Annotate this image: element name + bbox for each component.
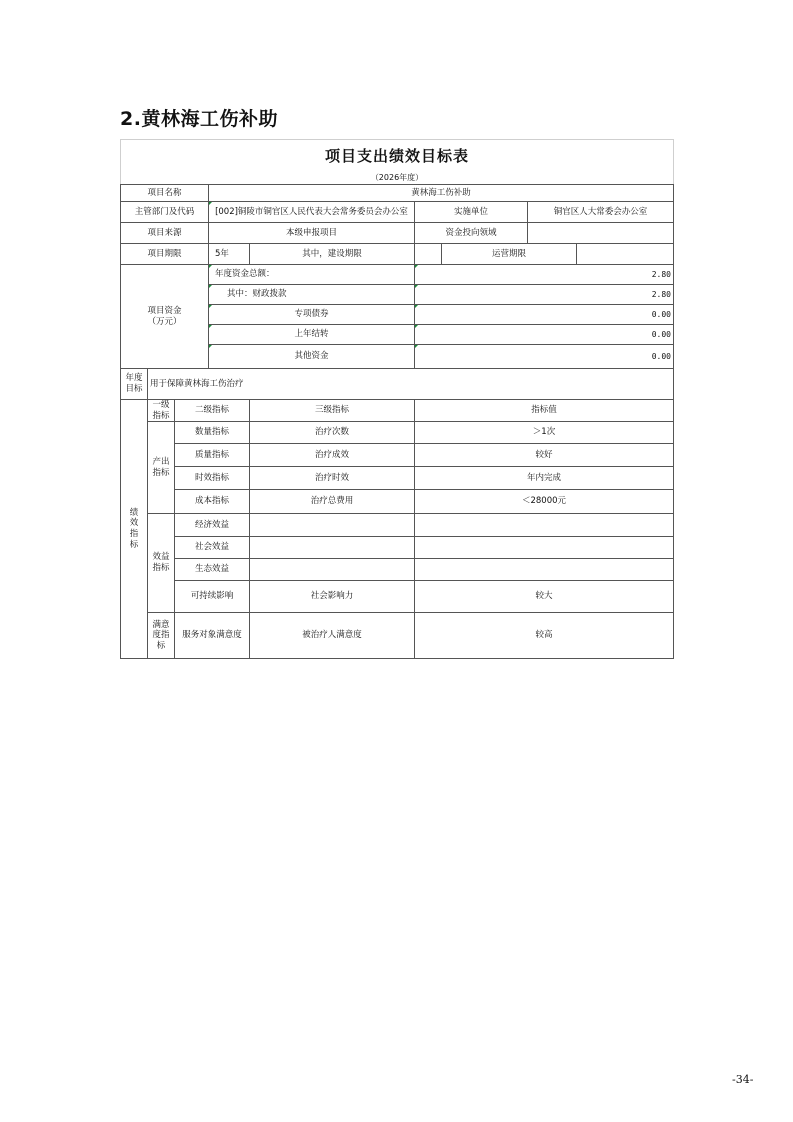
funds-other-label: 其他资金 bbox=[208, 344, 415, 369]
performance-target-table bbox=[120, 139, 674, 659]
benefit-row-l2: 经济效益 bbox=[174, 513, 250, 537]
satisfaction-indicator-label bbox=[147, 612, 175, 659]
benefit-row-l3 bbox=[249, 536, 415, 559]
perf-label-char-4: 标 bbox=[129, 539, 139, 550]
source-label: 项目来源 bbox=[120, 222, 209, 244]
invest-label: 资金投向领域 bbox=[414, 222, 528, 244]
satisfaction-label-line3: 标 bbox=[156, 640, 166, 651]
build-period-label: 其中，建设期限 bbox=[249, 243, 415, 265]
perf-indicator-label bbox=[120, 399, 148, 659]
output-row-l3: 治疗时效 bbox=[249, 466, 415, 490]
output-row-value: 年内完成 bbox=[414, 466, 674, 490]
dept-label: 主管部门及代码 bbox=[120, 201, 209, 223]
funds-total-value: 2.80 bbox=[414, 264, 674, 285]
table-year: （2026年度） bbox=[120, 171, 674, 184]
table-title: 项目支出绩效目标表 bbox=[120, 139, 674, 171]
period-value: 5年 bbox=[208, 243, 250, 265]
page-number: -34- bbox=[732, 1073, 754, 1086]
benefit-row-l3 bbox=[249, 513, 415, 537]
level3-header: 三级指标 bbox=[249, 399, 415, 422]
benefit-indicator-label bbox=[147, 513, 175, 613]
source-value: 本级申报项目 bbox=[208, 222, 415, 244]
funds-other-value: 0.00 bbox=[414, 344, 674, 369]
perf-label-char-3: 指 bbox=[129, 529, 139, 539]
annual-goal-label bbox=[120, 368, 148, 400]
annual-goal-label-line2: 目标 bbox=[125, 384, 143, 394]
benefit-row-value: 较大 bbox=[414, 580, 674, 613]
perf-label-char-2: 效 bbox=[129, 518, 139, 529]
output-row-l3: 治疗成效 bbox=[249, 443, 415, 467]
output-label-line1: 产出 bbox=[152, 456, 170, 467]
section-heading: 2.黄林海工伤补助 bbox=[120, 108, 278, 130]
output-row-l2: 成本指标 bbox=[174, 489, 250, 514]
satisfaction-label-line1: 满意 bbox=[152, 619, 170, 630]
impl-value: 铜官区人大常委会办公室 bbox=[527, 201, 674, 223]
benefit-row-value bbox=[414, 536, 674, 559]
funds-label bbox=[120, 264, 209, 369]
op-period-label: 运营期限 bbox=[441, 243, 577, 265]
output-row-l2: 数量指标 bbox=[174, 421, 250, 444]
benefit-row-l3 bbox=[249, 558, 415, 581]
dept-value: [002]铜陵市铜官区人民代表大会常务委员会办公室 bbox=[208, 201, 415, 223]
satisfaction-l3: 被治疗人满意度 bbox=[249, 612, 415, 659]
project-name-label: 项目名称 bbox=[120, 184, 209, 202]
level2-header: 二级指标 bbox=[174, 399, 250, 422]
benefit-row-value bbox=[414, 558, 674, 581]
funds-bond-label: 专项债券 bbox=[208, 304, 415, 325]
benefit-row-value bbox=[414, 513, 674, 537]
output-row-value: ＜28000元 bbox=[414, 489, 674, 514]
funds-fiscal-label: 其中：财政拨款 bbox=[208, 284, 415, 305]
benefit-label-line2: 指标 bbox=[152, 563, 170, 573]
funds-fiscal-value: 2.80 bbox=[414, 284, 674, 305]
benefit-label-line1: 效益 bbox=[152, 552, 170, 563]
invest-value bbox=[527, 222, 674, 244]
output-row-l2: 质量指标 bbox=[174, 443, 250, 467]
output-indicator-label bbox=[147, 421, 175, 514]
output-label-line2: 指标 bbox=[152, 467, 170, 478]
funds-total-label: 年度资金总额： bbox=[208, 264, 415, 285]
project-name-value: 黄林海工伤补助 bbox=[208, 184, 674, 202]
funds-bond-value: 0.00 bbox=[414, 304, 674, 325]
period-label: 项目期限 bbox=[120, 243, 209, 265]
satisfaction-l2: 服务对象满意度 bbox=[174, 612, 250, 659]
level1-header bbox=[147, 399, 175, 422]
value-header: 指标值 bbox=[414, 399, 674, 422]
satisfaction-value: 较高 bbox=[414, 612, 674, 659]
benefit-row-l2: 社会效益 bbox=[174, 536, 250, 559]
output-row-l3: 治疗总费用 bbox=[249, 489, 415, 514]
output-row-value: 较好 bbox=[414, 443, 674, 467]
funds-label-line2: （万元） bbox=[147, 316, 182, 327]
funds-label-line1: 项目资金 bbox=[147, 305, 182, 316]
annual-goal-text: 用于保障黄林海工伤治疗 bbox=[147, 368, 674, 400]
op-period-value bbox=[576, 243, 674, 265]
output-row-l2: 时效指标 bbox=[174, 466, 250, 490]
annual-goal-label-line1: 年度 bbox=[125, 373, 143, 384]
benefit-row-l2: 生态效益 bbox=[174, 558, 250, 581]
funds-carryover-label: 上年结转 bbox=[208, 324, 415, 345]
level1-header-line1: 一级 bbox=[152, 399, 170, 410]
perf-label-char-1: 绩 bbox=[129, 507, 139, 518]
level1-header-line2: 指标 bbox=[152, 410, 170, 421]
satisfaction-label-line2: 度指 bbox=[152, 630, 170, 641]
benefit-row-l3: 社会影响力 bbox=[249, 580, 415, 613]
benefit-row-l2: 可持续影响 bbox=[174, 580, 250, 613]
impl-label: 实施单位 bbox=[414, 201, 528, 223]
output-row-l3: 治疗次数 bbox=[249, 421, 415, 444]
build-period-value bbox=[414, 243, 442, 265]
funds-carryover-value: 0.00 bbox=[414, 324, 674, 345]
output-row-value: ＞1次 bbox=[414, 421, 674, 444]
